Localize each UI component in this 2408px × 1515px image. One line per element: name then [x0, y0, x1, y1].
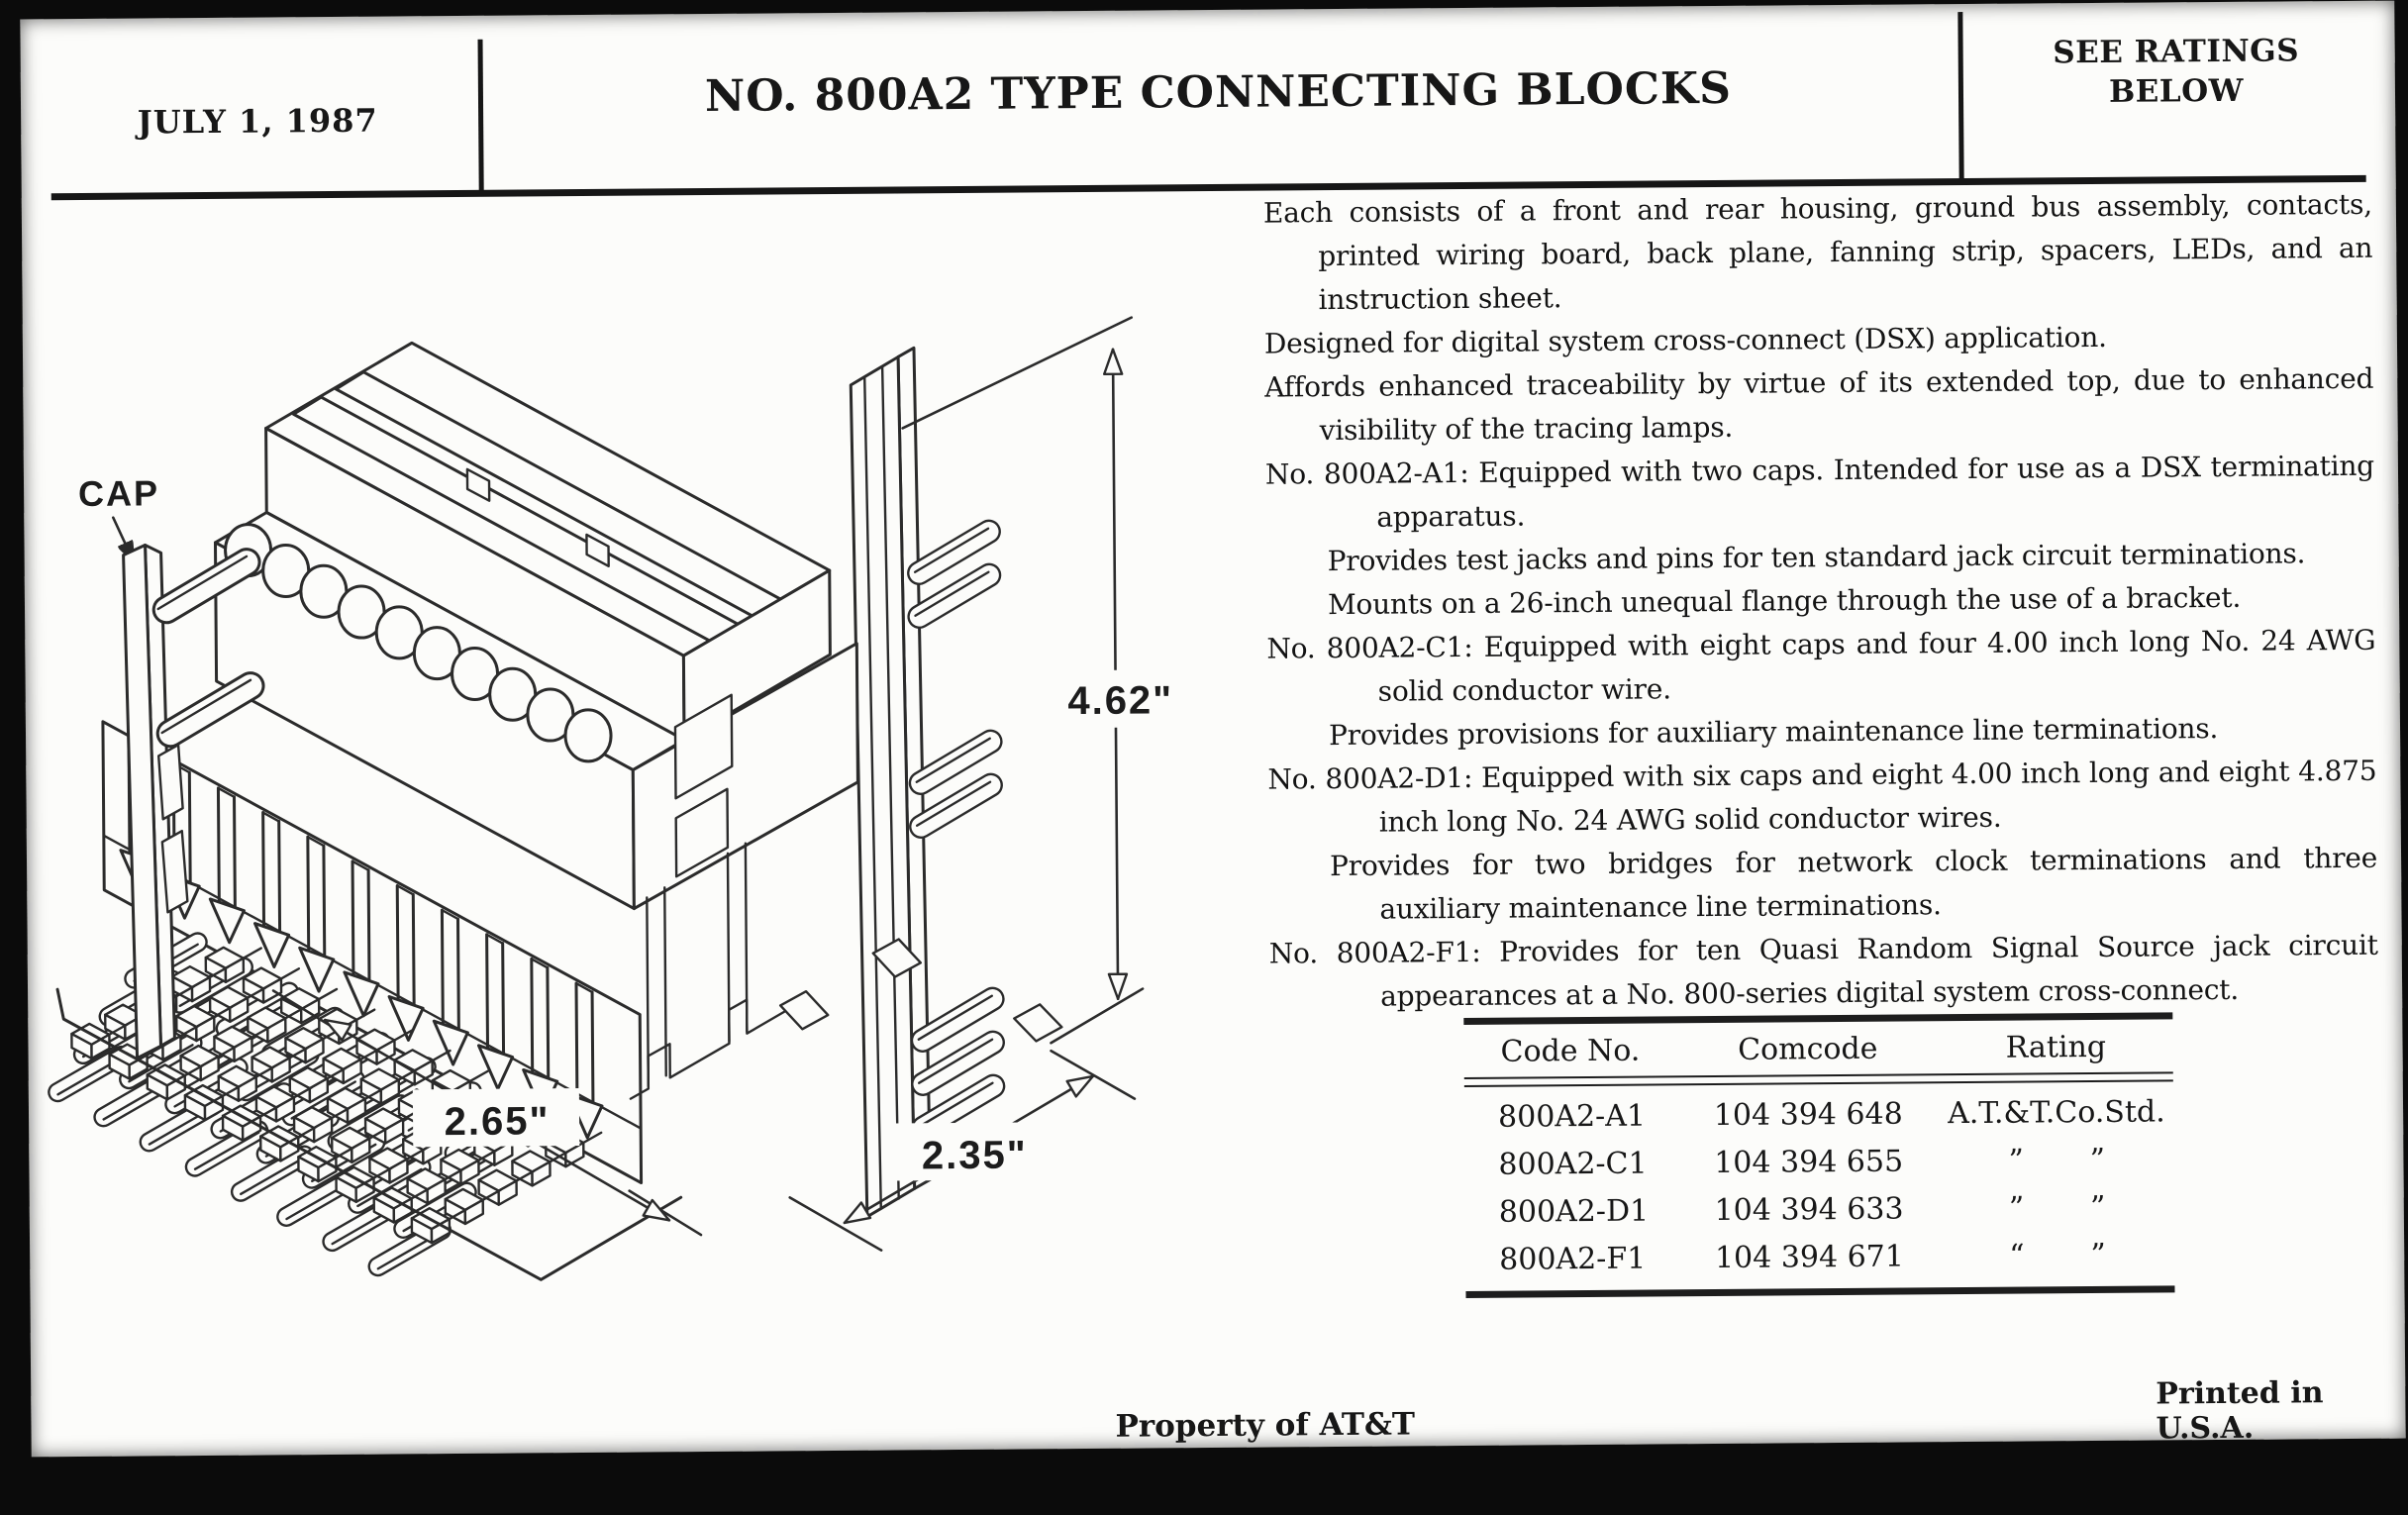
document-page [20, 1, 2405, 1458]
comcode-cell: 104 394 655 [1714, 1144, 1904, 1180]
ratings-table [1463, 1012, 2174, 1298]
dimension-depth-label: 2.35" [921, 1133, 1028, 1178]
cap-label: CAP [77, 472, 160, 514]
description-paragraph: Mounts on a 26-inch unequal flange through the use of a bracket. [1327, 580, 2242, 622]
description-paragraph: No. 800A2-A1: Equipped with two caps. Intended for use as a DSX terminating apparatus. [1264, 449, 2375, 534]
connecting-block-drawing [30, 188, 1247, 1287]
rating-cell: “ ” [2009, 1237, 2106, 1273]
backplane-pins [904, 517, 1009, 1143]
column-header-comcode: Comcode [1738, 1031, 1878, 1067]
description-paragraph: No. 800A2-D1: Equipped with six caps and eight 4.00 inch long and eight 4.875 inch long No. 24 AWG solid conductor wires. [1267, 754, 2377, 839]
description-paragraph: No. 800A2-C1: Equipped with eight caps and four 4.00 inch long No. 24 AWG solid conductor wire. [1266, 623, 2376, 708]
dimension-height-label: 4.62" [1067, 678, 1174, 724]
ratings-note [1963, 31, 2390, 113]
code-no-cell: 800A2-A1 [1497, 1098, 1647, 1135]
code-no-cell: 800A2-D1 [1498, 1193, 1650, 1230]
table-row [1464, 1135, 2173, 1188]
comcode-cell: 104 394 633 [1714, 1191, 1904, 1228]
table-row [1465, 1182, 2174, 1236]
description-paragraph: Affords enhanced traceability by virtue of its extended top, due to enhanced visibility of the tracing lamps. [1264, 361, 2374, 448]
table-row [1464, 1087, 2173, 1141]
support-feet [629, 841, 1062, 1098]
column-header-rating: Rating [2005, 1029, 2107, 1065]
printed-notice: Printed in U.S.A. [2156, 1375, 2324, 1447]
ratings-note-line2: BELOW [2108, 72, 2245, 110]
code-no-cell: 800A2-F1 [1499, 1241, 1647, 1277]
comcode-cell: 104 394 648 [1713, 1096, 1903, 1133]
description-paragraph: Provides test jacks and pins for ten standard jack circuit terminations. [1327, 537, 2306, 578]
column-header-code: Code No. [1500, 1033, 1641, 1069]
rating-cell: ” ” [2008, 1189, 2106, 1226]
description-paragraph: No. 800A2-F1: Provides for ten Quasi Random Signal Source jack circuit appearances at a No. 800-series digital system cross-connect. [1268, 928, 2378, 1013]
description-paragraph: Provides provisions for auxiliary maintenance line terminations. [1328, 712, 2219, 753]
table-row [1465, 1230, 2174, 1283]
document-date: JULY 1, 1987 [137, 101, 378, 142]
description-paragraph: Each consists of a front and rear housing, ground bus assembly, contacts, printed wiring board, back plane, fanning strip, spacers, LEDs, and an instruction sheet. [1262, 187, 2373, 317]
ratings-table-header [1463, 1019, 2172, 1077]
rating-cell: ” ” [2008, 1142, 2106, 1178]
ratings-note-line1: SEE RATINGS [2053, 33, 2300, 71]
code-no-cell: 800A2-C1 [1498, 1146, 1648, 1182]
description-paragraphs [1263, 183, 2379, 1020]
property-notice: Property of AT&T [1115, 1406, 1416, 1445]
back-plane [851, 348, 1009, 1217]
page-title: NO. 800A2 TYPE CONNECTING BLOCKS [704, 62, 1733, 123]
ratings-table-body [1464, 1081, 2175, 1291]
description-paragraph: Designed for digital system cross-connect (DSX) application. [1263, 320, 2107, 360]
dimension-width-label: 2.65" [444, 1099, 551, 1145]
comcode-cell: 104 394 671 [1714, 1239, 1905, 1275]
rating-cell: A.T.&T.Co.Std. [1947, 1093, 2165, 1131]
description-paragraph: Provides for two bridges for network clock terminations and three auxiliary maintenance line terminations. [1329, 841, 2378, 926]
